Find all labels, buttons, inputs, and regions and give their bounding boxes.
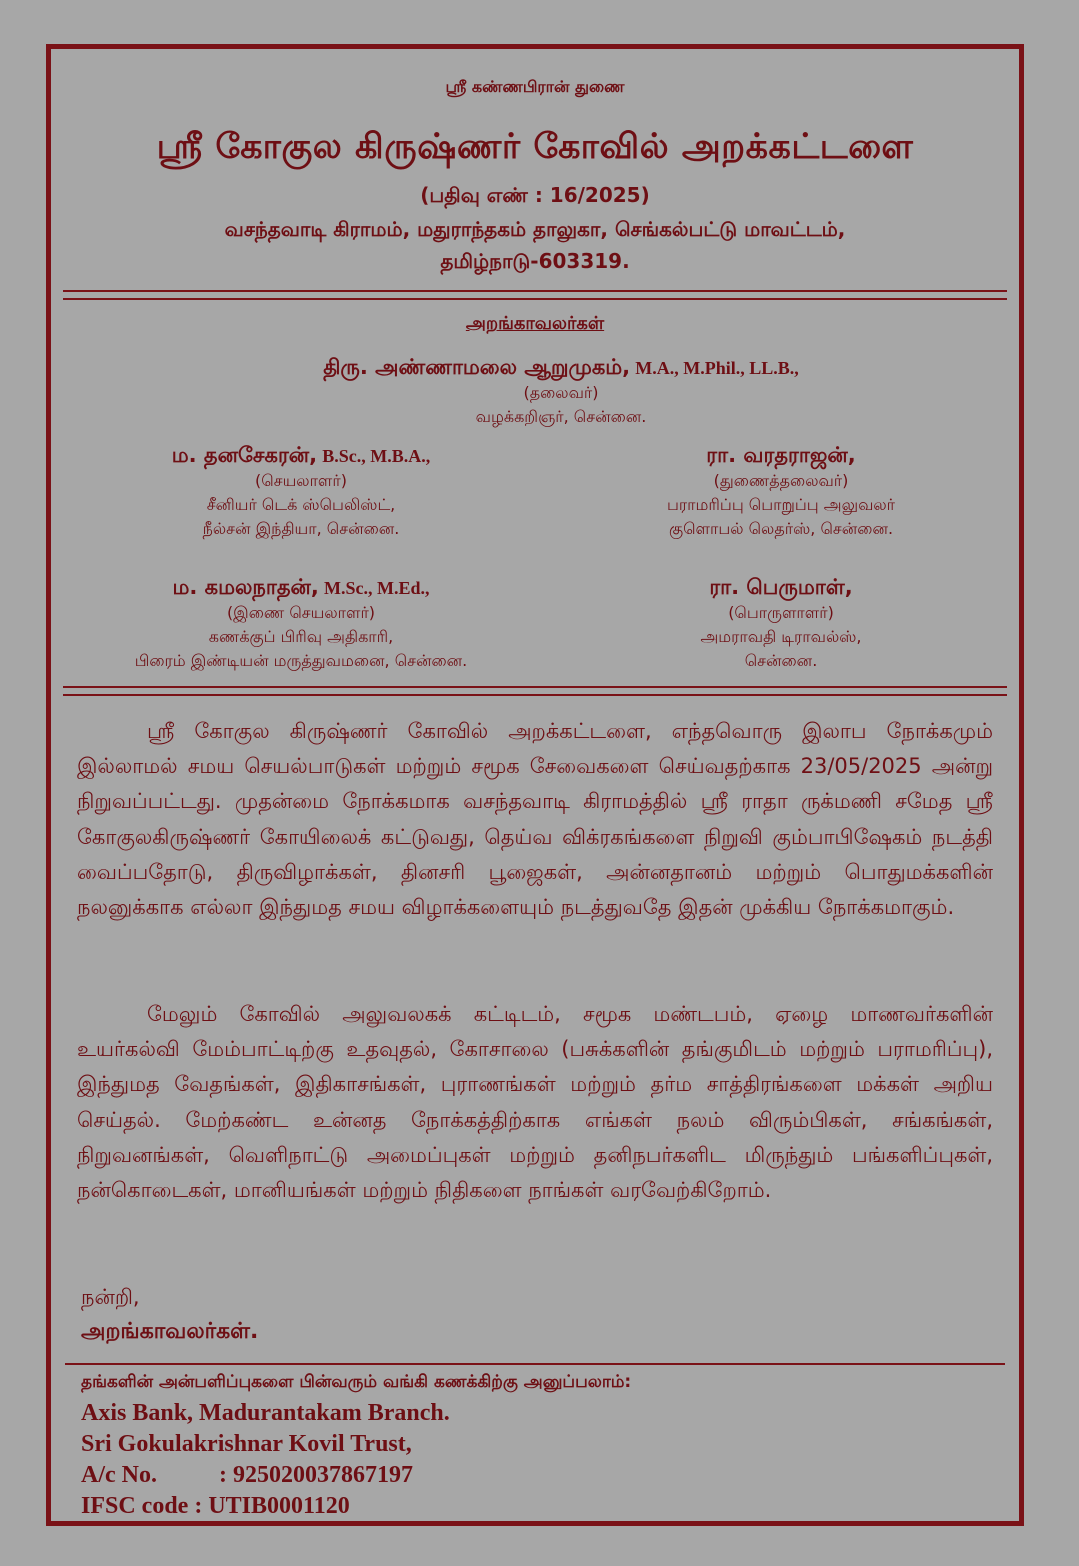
vice-chairman-line1: பராமரிப்பு பொறுப்பு அலுவலர் <box>666 495 896 514</box>
bank-divider <box>65 1363 1005 1365</box>
joint-secretary-role: (இணை செயலாளர்) <box>226 603 376 622</box>
chairman-line1: வழக்கறிஞர், சென்னை. <box>475 407 647 426</box>
account-number-value: : 925020037867197 <box>219 1462 413 1488</box>
signature-text: அறங்காவலர்கள். <box>81 1319 259 1344</box>
trustees-divider <box>63 686 1007 696</box>
header-divider <box>63 290 1007 300</box>
registration-number: (பதிவு எண் : 16/2025) <box>420 183 650 207</box>
secretary-role: (செயலாளர்) <box>255 471 347 490</box>
joint-secretary-line1: கணக்குப் பிரிவு அதிகாரி, <box>208 627 394 646</box>
trust-title: ஸ்ரீ கோகுல கிருஷ்ணர் கோவில் அறக்கட்டளை <box>156 127 914 167</box>
bank-heading: தங்களின் அன்பளிப்புகளை பின்வரும் வங்கி கணக்கிற்கு அனுப்பலாம்: <box>81 1372 632 1392</box>
joint-secretary-line2: பிரைம் இண்டியன் மருத்துவமனை, சென்னை. <box>134 651 468 670</box>
trustee-vice-chairman <box>581 443 981 541</box>
treasurer-name: ரா. பெருமாள், <box>709 575 853 599</box>
vice-chairman-line2: குளொபல் லெதர்ஸ், சென்னை. <box>668 519 894 538</box>
document-frame <box>46 44 1024 1526</box>
secretary-name: ம. தனசேகரன், <box>171 443 318 467</box>
trustees-heading: அறங்காவலர்கள் <box>465 313 605 334</box>
address-line-2: தமிழ்நாடு-603319. <box>440 249 630 273</box>
treasurer-line1: அமராவதி டிராவல்ஸ், <box>700 627 862 646</box>
chairman-name: திரு. அண்ணாமலை ஆறுமுகம், <box>323 355 631 379</box>
joint-secretary-degrees: M.Sc., M.Ed., <box>324 578 430 598</box>
bank-name: Axis Bank, Madurantakam Branch. <box>81 1400 450 1426</box>
trustee-secretary <box>81 443 521 541</box>
vice-chairman-role: (துணைத்தலைவர்) <box>713 471 849 490</box>
account-name: Sri Gokulakrishnar Kovil Trust, <box>81 1431 412 1457</box>
trustee-treasurer <box>581 575 981 673</box>
description-paragraph-2: மேலும் கோவில் அலுவலகக் கட்டிடம், சமூக மண்டபம், ஏழை மாணவர்களின் உயர்கல்வி மேம்பாட்டிற்கு உதவுதல், கோசாலை (பசுக்களின் தங்குமிடம் மற்றும் பராமரிப்பு), இந்துமத வேதங்கள், இதிகாசங்கள், புராணங்கள் மற்றும் தர்ம சாத்திரங்களை மக்கள் அறிய செய்தல். மேற்கண்ட உன்னத நோக்கத்திற்காக எங்கள் நலம் விரும்பிகள், சங்கங்கள், நிறுவனங்கள், வெளிநாட்டு அமைப்புகள் மற்றும் தனிநபர்களிட மிருந்தும் பங்களிப்புகள், நன்கொடைகள், மானியங்கள் மற்றும் நிதிகளை நாங்கள் வரவேற்கிறோம். <box>77 1002 993 1203</box>
blessing-line: ஸ்ரீ கண்ணபிரான் துணை <box>445 77 625 96</box>
secretary-line1: சீனியர் டெக் ஸ்பெலிஸ்ட், <box>206 495 396 514</box>
chairman-role: (தலைவர்) <box>523 383 599 402</box>
secretary-line2: நீல்சன் இந்தியா, சென்னை. <box>202 519 400 538</box>
description-paragraph-1: ஸ்ரீ கோகுல கிருஷ்ணர் கோவில் அறக்கட்டளை, எந்தவொரு இலாப நோக்கமும் இல்லாமல் சமய செயல்பாடுகள் மற்றும் சமூக சேவைகளை செய்வதற்காக 23/05/2025 அன்று நிறுவப்பட்டது. முதன்மை நோக்கமாக வசந்தவாடி கிராமத்தில் ஸ்ரீ ராதா ருக்மணி சமேத ஸ்ரீ கோகுலகிருஷ்ணர் கோயிலைக் கட்டுவது, தெய்வ விக்ரகங்களை நிறுவி கும்பாபிஷேகம் நடத்தி வைப்பதோடு, திருவிழாக்கள், தினசரி பூஜைகள், அன்னதானம் மற்றும் பொதுமக்களின் நலனுக்காக எல்லா இந்துமத சமய விழாக்களையும் நடத்துவதே இதன் முக்கிய நோக்கமாகும். <box>77 719 993 920</box>
joint-secretary-name: ம. கமலநாதன், <box>172 575 319 599</box>
treasurer-line2: சென்னை. <box>744 651 818 670</box>
chairman-degrees: M.A., M.Phil., LL.B., <box>635 358 799 378</box>
treasurer-role: (பொருளாளர்) <box>728 603 834 622</box>
ifsc-code: IFSC code : UTIB0001120 <box>81 1493 350 1519</box>
trustee-joint-secretary <box>81 575 521 673</box>
vice-chairman-name: ரா. வரதராஜன், <box>706 443 856 467</box>
trustee-chairman <box>231 355 891 429</box>
account-number <box>81 1462 413 1489</box>
secretary-degrees: B.Sc., M.B.A., <box>322 446 431 466</box>
address-line-1: வசந்தவாடி கிராமம், மதுராந்தகம் தாலுகா, செங்கல்பட்டு மாவட்டம், <box>224 217 846 241</box>
thanks-text: நன்றி, <box>81 1285 140 1309</box>
account-number-label: A/c No. <box>81 1462 157 1488</box>
